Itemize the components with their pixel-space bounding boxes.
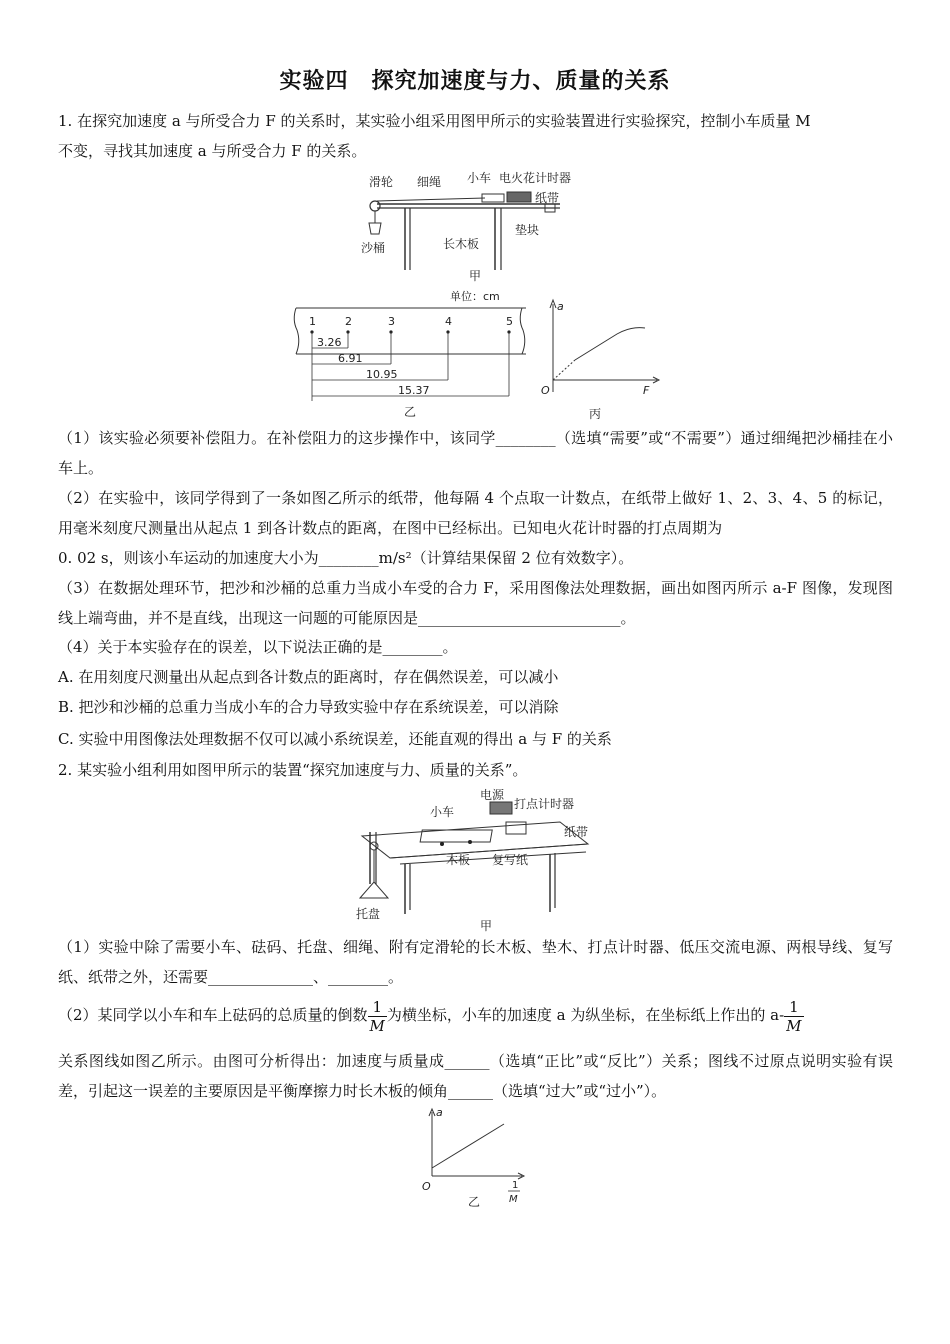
bing-curve	[575, 328, 645, 360]
distance-1-3: 6.91	[338, 352, 363, 365]
q1-part1: （1）该实验必须要补偿阻力。在补偿阻力的这步操作中，该同学________（选填“需要”或“不需要”）通过细绳把沙桶挂在小车上。	[58, 429, 893, 477]
tape-label-4: 4	[445, 315, 452, 328]
caption-yi2: 乙	[468, 1195, 481, 1209]
q1-stem-line1: 1. 在探究加速度 a 与所受合力 F 的关系时，某实验小组采用图甲所示的实验装置进行实验探究，控制小车质量 M	[58, 112, 811, 130]
bing-origin: O	[541, 384, 550, 397]
caption-jia: 甲	[469, 269, 482, 283]
distance-1-5: 15.37	[398, 384, 430, 397]
distance-1-4: 10.95	[366, 368, 398, 381]
label-timer: 打点计时器	[514, 797, 575, 811]
bing-xlabel: F	[643, 384, 650, 397]
label-pulley: 滑轮	[369, 175, 394, 189]
label-cart: 小车	[430, 805, 455, 819]
q1-part2	[58, 483, 893, 573]
q1-option-a: A. 在用刻度尺测量出从起点到各计数点的距离时，存在偶然误差，可以减小	[58, 668, 559, 686]
tape-label-1: 1	[309, 315, 316, 328]
yi-xnum: 1	[512, 1180, 519, 1191]
q2-part2-line2: 关系图线如图乙所示。由图可分析得出：加速度与质量成______（选填“正比”或“反比”）关系；图线不过原点说明实验有误差，引起这一误差的主要原因是平衡摩擦力时长木板的倾角______（选填“过大”或“过小”）。	[58, 1052, 893, 1100]
bing-curve-dashed	[553, 360, 575, 380]
label-cart: 小车	[467, 171, 492, 185]
q1-option-c: C. 实验中用图像法处理数据不仅可以减小系统误差，还能直观的得出 a 与 F 的关系	[58, 730, 612, 748]
q1-part2-line1: （2）在实验中，该同学得到了一条如图乙所示的纸带，他每隔 4 个点取一计数点，在纸带上做好 1、2、3、4、5 的标记，用毫米刻度尺测量出从起点 1 到各计数点的距离，在图中已经标出。已知电火花计时器的打点周期为	[58, 489, 893, 537]
q1-stem-line2: 不变，寻找其加速度 a 与所受合力 F 的关系。	[58, 142, 367, 160]
caption-bing: 丙	[589, 407, 602, 420]
label-board: 木板	[446, 853, 471, 867]
label-carbon: 复写纸	[492, 853, 529, 867]
q2-stem: 2. 某实验小组利用如图甲所示的装置“探究加速度与力、质量的关系”。	[58, 761, 528, 779]
q1-part4: （4）关于本实验存在的误差，以下说法正确的是________。	[58, 638, 458, 656]
bing-ylabel: a	[557, 300, 564, 313]
q2-figure-jia	[350, 786, 600, 938]
q2-figure-yi	[418, 1106, 538, 1214]
q1-part3: （3）在数据处理环节，把沙和沙桶的总重力当成小车受的合力 F，采用图像法处理数据，画出如图丙所示 a-F 图像，发现图线上端弯曲，并不是直线，出现这一问题的可能原因是___________________________。	[58, 579, 893, 627]
q1-figure-bing	[535, 296, 665, 424]
label-power: 电源	[480, 788, 505, 802]
label-bucket: 沙桶	[361, 241, 386, 255]
q1-figure-yi	[290, 286, 530, 424]
label-tape: 纸带	[535, 191, 560, 205]
caption-jia2: 甲	[480, 919, 493, 933]
q2-part2-mid: 为横坐标，小车的加速度 a 为纵坐标，在坐标纸上作出的 a-	[386, 1006, 785, 1024]
q1-figure-jia	[355, 168, 605, 290]
caption-yi: 乙	[404, 405, 417, 419]
label-block: 垫块	[515, 223, 540, 237]
yi-ylabel: a	[436, 1106, 443, 1119]
yi-line	[432, 1124, 504, 1168]
yi-origin: O	[422, 1180, 431, 1193]
label-tray: 托盘	[356, 907, 381, 921]
distance-1-2: 3.26	[317, 336, 342, 349]
page-title: 实验四 探究加速度与力、质量的关系	[279, 69, 671, 94]
tape-label-3: 3	[388, 315, 395, 328]
tape-label-2: 2	[345, 315, 352, 328]
label-rope: 细绳	[417, 175, 442, 189]
q1-part2-line2: 0. 02 s，则该小车运动的加速度大小为________m/s²（计算结果保留 2 位有效数字）。	[58, 549, 634, 567]
q2-part2-pre: （2）某同学以小车和车上砝码的总质量的倒数	[58, 1006, 368, 1024]
q1-option-b: B. 把沙和沙桶的总重力当成小车的合力导致实验中存在系统误差，可以消除	[58, 698, 559, 716]
fraction-1-over-m: $\frac{1}{M}$	[369, 997, 385, 1035]
q1-stem	[58, 106, 893, 166]
fraction-1-over-m-axis: $\frac{1}{M}$	[786, 997, 802, 1035]
label-board: 长木板	[443, 237, 480, 251]
tape-label-5: 5	[506, 315, 513, 328]
q2-part1: （1）实验中除了需要小车、砝码、托盘、细绳、附有定滑轮的长木板、垫木、打点计时器、低压交流电源、两根导线、复写纸、纸带之外，还需要______________、________。	[58, 938, 893, 986]
unit-label: 单位：cm	[450, 290, 500, 303]
label-timer: 电火花计时器	[499, 171, 572, 185]
label-tape: 纸带	[564, 825, 589, 839]
q2-part2-line1	[58, 996, 893, 1035]
yi-xden: M	[509, 1194, 518, 1205]
